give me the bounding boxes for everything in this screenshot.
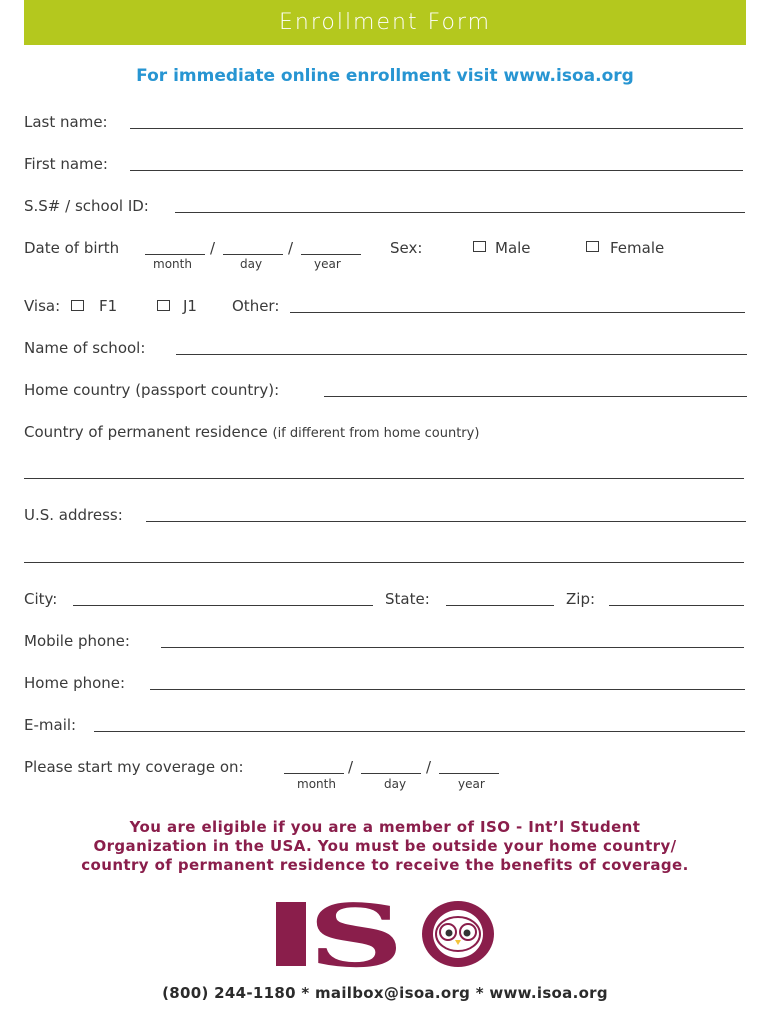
female-label: Female <box>610 239 665 257</box>
header-banner <box>24 0 746 45</box>
state-label: State: <box>385 590 430 608</box>
coverage-month-caption: month <box>297 777 336 791</box>
residence-note: (if different from home country) <box>272 426 480 441</box>
us-address-field[interactable] <box>146 521 746 522</box>
dob-day-caption: day <box>240 257 263 271</box>
eligibility-notice <box>0 818 770 875</box>
ssn-school-id-label: S.S# / school ID: <box>24 197 149 215</box>
last-name-label: Last name: <box>24 113 108 131</box>
iso-logo <box>276 900 496 968</box>
coverage-slash-2: / <box>426 758 432 776</box>
residence-label <box>24 423 479 441</box>
sex-label: Sex: <box>390 239 423 257</box>
dob-slash-1: / <box>210 239 216 257</box>
city-label: City: <box>24 590 58 608</box>
male-label: Male <box>495 239 531 257</box>
last-name-field[interactable] <box>130 128 743 129</box>
school-label: Name of school: <box>24 339 146 357</box>
coverage-day-field[interactable] <box>361 773 421 774</box>
coverage-year-field[interactable] <box>439 773 499 774</box>
eligibility-line-1: You are eligible if you are a member of ISO - Int’l Student <box>129 818 641 836</box>
residence-label-text: Country of permanent residence <box>24 423 268 441</box>
dob-year-caption: year <box>314 257 341 271</box>
home-country-field[interactable] <box>324 396 747 397</box>
f1-label: F1 <box>99 297 118 315</box>
form-title: Enrollment Form <box>278 10 492 35</box>
first-name-label: First name: <box>24 155 108 173</box>
coverage-month-field[interactable] <box>284 773 344 774</box>
city-field[interactable] <box>73 605 373 606</box>
zip-label: Zip: <box>566 590 596 608</box>
eligibility-line-2: Organization in the USA. You must be outside your home country/ <box>93 837 677 855</box>
coverage-year-caption: year <box>458 777 485 791</box>
us-address-field-2[interactable] <box>24 562 744 563</box>
dob-year-field[interactable] <box>301 254 361 255</box>
female-checkbox[interactable] <box>586 241 599 252</box>
residence-field[interactable] <box>24 478 744 479</box>
dob-label: Date of birth <box>24 239 120 257</box>
online-enrollment-link[interactable]: For immediate online enrollment visit www.isoa.org <box>136 66 634 86</box>
f1-checkbox[interactable] <box>71 300 84 311</box>
eligibility-line-3: country of permanent residence to receive the benefits of coverage. <box>81 856 689 874</box>
dob-month-field[interactable] <box>145 254 205 255</box>
us-address-label: U.S. address: <box>24 506 123 524</box>
email-label: E-mail: <box>24 716 77 734</box>
j1-label: J1 <box>183 297 197 315</box>
mobile-phone-label: Mobile phone: <box>24 632 130 650</box>
home-phone-field[interactable] <box>150 689 745 690</box>
svg-text:S: S <box>308 900 404 968</box>
visa-other-field[interactable] <box>290 312 745 313</box>
school-field[interactable] <box>176 354 747 355</box>
state-field[interactable] <box>446 605 554 606</box>
dob-month-caption: month <box>153 257 192 271</box>
first-name-field[interactable] <box>130 170 743 171</box>
coverage-start-label: Please start my coverage on: <box>24 758 244 776</box>
male-checkbox[interactable] <box>473 241 486 252</box>
contact-info: (800) 244-1180 * mailbox@isoa.org * www.isoa.org <box>162 984 608 1002</box>
j1-checkbox[interactable] <box>157 300 170 311</box>
visa-label: Visa: <box>24 297 61 315</box>
home-phone-label: Home phone: <box>24 674 126 692</box>
coverage-slash-1: / <box>348 758 354 776</box>
coverage-day-caption: day <box>384 777 407 791</box>
mobile-phone-field[interactable] <box>161 647 744 648</box>
email-field[interactable] <box>94 731 745 732</box>
dob-day-field[interactable] <box>223 254 283 255</box>
visa-other-label: Other: <box>232 297 280 315</box>
home-country-label: Home country (passport country): <box>24 381 280 399</box>
dob-slash-2: / <box>288 239 294 257</box>
zip-field[interactable] <box>609 605 744 606</box>
ssn-school-id-field[interactable] <box>175 212 745 213</box>
iso-logo-graphic <box>276 900 496 968</box>
